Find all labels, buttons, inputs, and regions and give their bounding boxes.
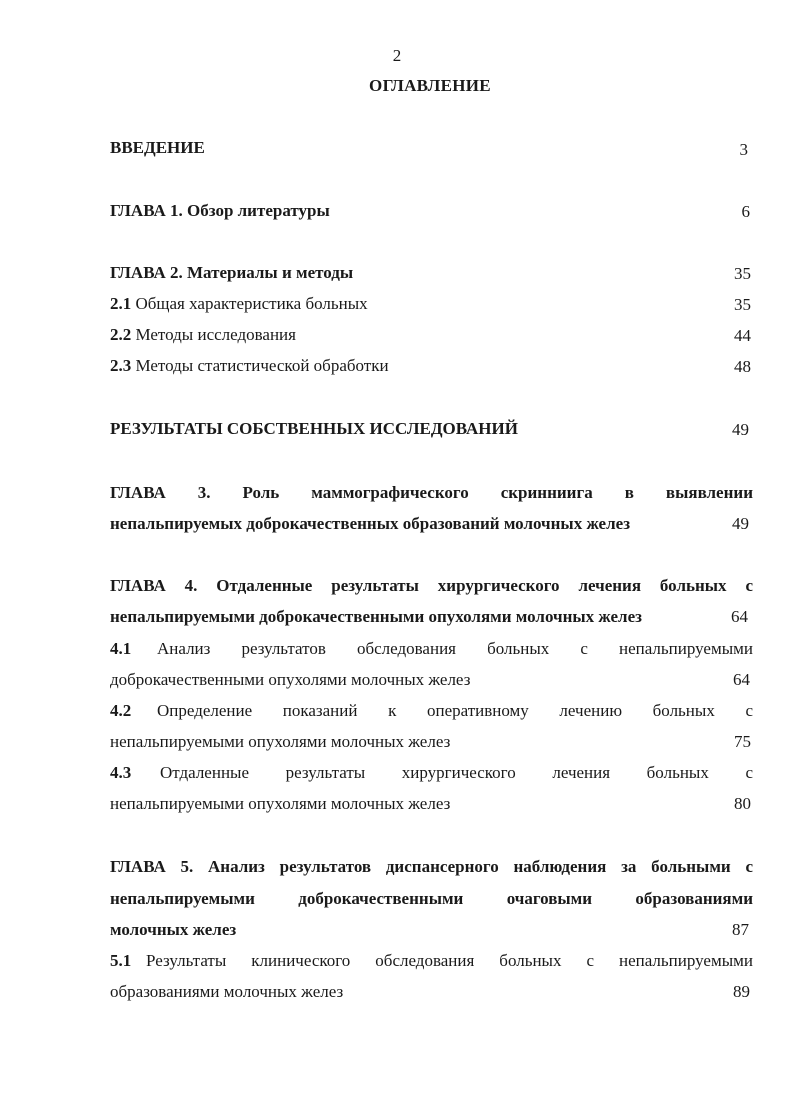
section-title-line-2: непальпируемыми опухолями молочных желез xyxy=(110,794,451,813)
toc-entry-page: 35 xyxy=(734,264,751,283)
section-number: 2.3 xyxy=(110,356,132,375)
toc-entry-label-line-2: непальпируемых доброкачественных образований молочных желез xyxy=(110,514,631,533)
section-title: Общая характеристика больных xyxy=(131,294,368,313)
toc-entry-page: 44 xyxy=(734,326,751,345)
toc-entry-label: РЕЗУЛЬТАТЫ СОБСТВЕННЫХ ИССЛЕДОВАНИЙ xyxy=(110,419,518,438)
toc-entry-page: 75 xyxy=(734,732,751,751)
section-number: 5.1 xyxy=(110,951,132,970)
toc-entry-page: 49 xyxy=(732,420,749,439)
section-title-line-1: Результаты клинического обследования больных с непальпируемыми xyxy=(146,951,753,970)
toc-entry-label: ГЛАВА 1. Обзор литературы xyxy=(110,201,330,220)
section-title-line-2: образованиями молочных желез xyxy=(110,982,344,1001)
toc-entry-page: 89 xyxy=(733,982,750,1001)
toc-entry-page: 64 xyxy=(733,670,750,689)
toc-entry-page: 87 xyxy=(732,920,749,939)
section-title-line-1: Отдаленные результаты хирургического лечения больных с xyxy=(160,763,753,782)
toc-entry-label: ГЛАВА 2. Материалы и методы xyxy=(110,263,354,282)
toc-entry-label-line-2: непальпируемыми доброкачественными опухолями молочных желез xyxy=(110,607,642,626)
section-title: Методы исследования xyxy=(131,325,296,344)
toc-entry-page: 35 xyxy=(734,295,751,314)
toc-entry-label-line-1: ГЛАВА 3. Роль маммографического скринниига в выявлении xyxy=(110,483,753,502)
section-number: 2.2 xyxy=(110,325,132,344)
page-number: 2 xyxy=(392,46,402,65)
toc-entry-page: 49 xyxy=(732,514,749,533)
toc-entry-label-line-2: непальпируемыми доброкачественными очаговыми образованиями xyxy=(110,889,753,908)
toc-entry-label: ВВЕДЕНИЕ xyxy=(110,138,205,157)
section-title-line-2: непальпируемыми опухолями молочных желез xyxy=(110,732,451,751)
section-title: Методы статистической обработки xyxy=(131,356,389,375)
toc-entry-label-line-1: ГЛАВА 4. Отдаленные результаты хирургического лечения больных с xyxy=(110,576,753,595)
section-title-line-2: доброкачественными опухолями молочных желез xyxy=(110,670,471,689)
toc-entry-page: 48 xyxy=(734,357,751,376)
section-number: 2.1 xyxy=(110,294,132,313)
toc-entry-page: 64 xyxy=(731,607,748,626)
section-number: 4.1 xyxy=(110,639,132,658)
section-title-line-1: Определение показаний к оперативному лечению больных с xyxy=(157,701,753,720)
toc-entry-page: 80 xyxy=(734,794,751,813)
section-number: 4.2 xyxy=(110,701,132,720)
section-number: 4.3 xyxy=(110,763,132,782)
toc-title: ОГЛАВЛЕНИЕ xyxy=(369,76,491,95)
section-title-line-1: Анализ результатов обследования больных с непальпируемыми xyxy=(157,639,753,658)
toc-entry-page: 3 xyxy=(739,140,748,159)
toc-entry-label-line-3: молочных желез xyxy=(110,920,237,939)
toc-entry-label-line-1: ГЛАВА 5. Анализ результатов диспансерного наблюдения за больными с xyxy=(110,857,753,876)
toc-entry-page: 6 xyxy=(741,202,750,221)
